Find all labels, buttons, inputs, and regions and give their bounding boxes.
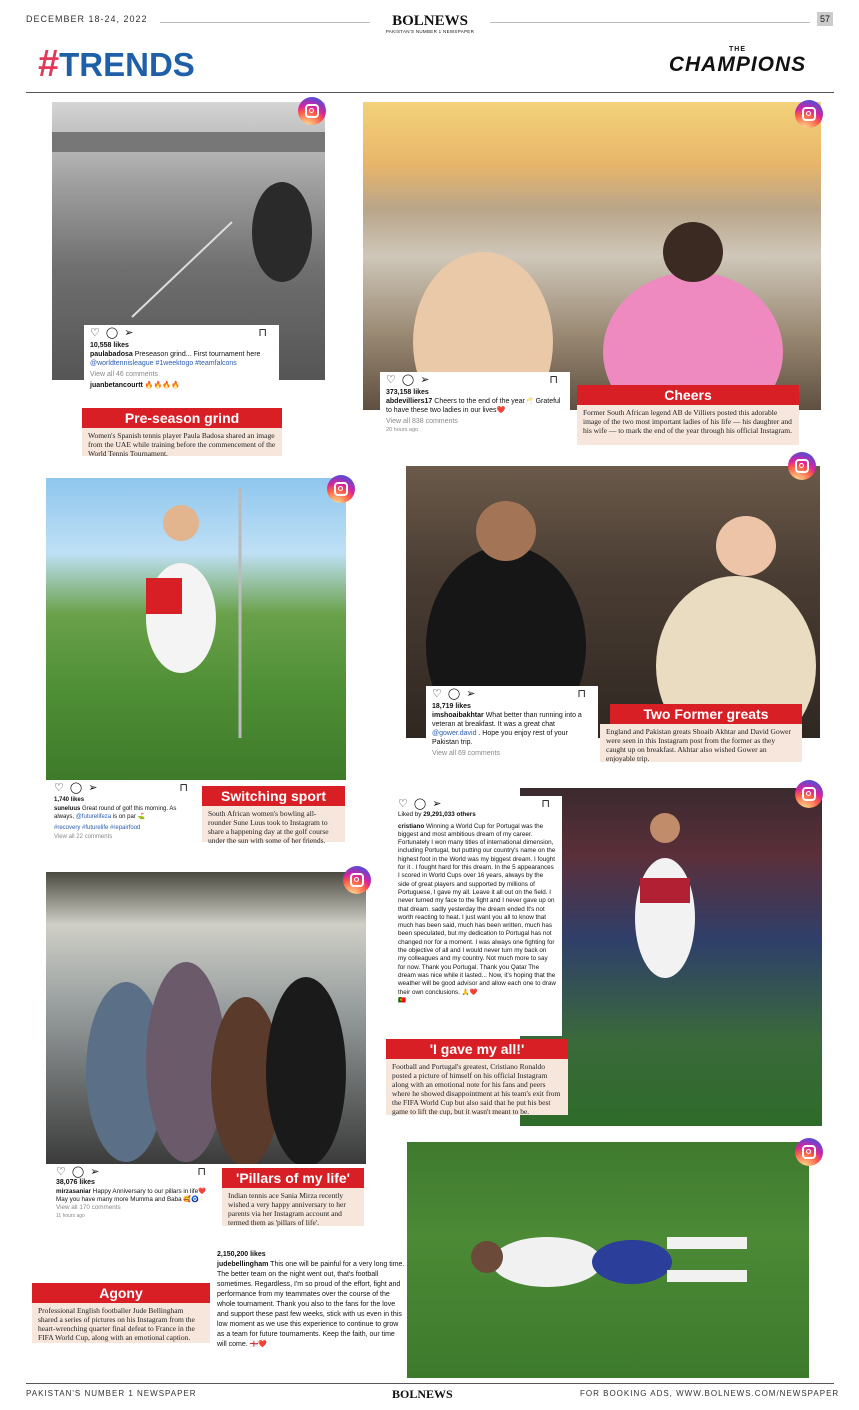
header-rule-right <box>490 22 810 23</box>
akhtar-ig-card <box>426 686 598 766</box>
bookmark-icon[interactable]: ⊓ <box>577 688 592 700</box>
caption-text: Winning a World Cup for Portugal was the biggest and most ambitious dream of my career. Fortunately I won many titles of international dimension, including Portugal, but putting our country's name on the highest foot in the World was my biggest dream. I fought for it . I fought hard for this dream. In the 5 appearances I scored in World Cups over 16 years, always by the side of great players and supported by millions of Portuguese, I gave my all. Leave it all out on the field. I never turned my face to the fight and I never gave up on that dream. sadly yesterday the dream ended It's not worth reacting to heat. I just want you all to know that much has been said, much has been written, much has been speculated, but my dedication to Portugal has not changed nor for a moment. I was always one fighting for the objective of all and I would never turn my back on my colleagues and my country. Not much more to say for now. Thank you Portugal. Thank you Qatar The dream was nice while it lasted... Now, it's hoping that the weather will be good advisor and allow each one to draw their own conclusions. 🙏❤️ <box>398 822 556 996</box>
username[interactable]: abdevilliers17 <box>386 398 433 405</box>
footer-brand: BOLNEWS <box>392 1387 453 1401</box>
post-actions <box>54 784 194 793</box>
bellingham-description: Professional English footballer Jude Bellingham shared a series of pictures on his Instagram from the heart-wrenching quarter final defeat to France in the FIFA World Cup, along with an emotional caption. <box>32 1303 210 1343</box>
devilliers-photo <box>363 102 821 410</box>
brand-tagline: PAKISTAN'S NUMBER 1 NEWSPAPER <box>385 29 475 34</box>
caption-text: What better than running into a veteran at breakfast. It was a great chat <box>432 712 582 728</box>
share-icon[interactable]: ➢ <box>90 1166 106 1178</box>
header-rule-left <box>160 22 370 23</box>
comment-icon[interactable]: ◯ <box>69 782 89 794</box>
post-actions <box>386 376 564 385</box>
username[interactable]: paulabadosa <box>90 351 133 358</box>
likes-count: 18,719 likes <box>432 703 471 710</box>
likes-count: 38,076 likes <box>56 1179 95 1187</box>
username[interactable]: imshoaibakhtar <box>432 712 484 719</box>
instagram-icon <box>327 475 355 503</box>
username[interactable]: judebellingham <box>217 1261 269 1268</box>
comment-icon[interactable]: ◯ <box>447 688 467 700</box>
instagram-icon <box>795 780 823 808</box>
brand-logo: BOLNEWS <box>392 13 468 29</box>
share-icon[interactable]: ➢ <box>88 782 104 794</box>
bellingham-photo <box>407 1142 809 1378</box>
likes-number: 29,291,033 others <box>423 811 476 819</box>
instagram-icon <box>788 452 816 480</box>
badosa-ig-card <box>84 325 279 402</box>
caption-mention[interactable]: @gower.david <box>432 730 477 737</box>
post-caption <box>398 823 556 997</box>
post-caption <box>56 1188 212 1205</box>
share-icon[interactable]: ➢ <box>420 374 436 386</box>
ronaldo-description: Football and Portugal's greatest, Cristiano Ronaldo posted a picture of himself on his official Instagram along with an emotional note for his fans and peers where he showed disappointment at his team's exit from the FIFA World Cup but also said that he put his best game to lift the cup, but it wasn't meant to be. <box>386 1059 568 1115</box>
share-icon[interactable]: ➢ <box>432 798 448 810</box>
footer-divider <box>26 1383 834 1384</box>
view-comments-link[interactable]: View all 69 comments <box>432 750 500 757</box>
devilliers-headline: Cheers <box>577 385 799 405</box>
post-caption <box>54 805 194 821</box>
post-actions <box>56 1168 212 1176</box>
caption-text-2: . Hope you enjoy rest of your Pakistan trip. <box>432 730 568 746</box>
heart-icon[interactable]: ♡ <box>398 798 414 810</box>
bookmark-icon[interactable]: ⊓ <box>541 798 556 810</box>
luus-ig-card <box>48 780 200 850</box>
likes-count: 373,158 likes <box>386 389 429 396</box>
instagram-icon <box>343 866 371 894</box>
badosa-description: Women's Spanish tennis player Paula Badosa shared an image from the UAE while training before the commencement of the World Tennis Tournament. <box>82 428 282 456</box>
view-comments-link[interactable]: View all 838 comments <box>386 418 458 425</box>
share-icon[interactable]: ➢ <box>124 327 140 339</box>
view-comments-link[interactable]: View all 46 comments <box>90 371 158 378</box>
flag-emoji: 🇵🇹 <box>398 996 406 1004</box>
caption-mention[interactable]: @futurelifeza <box>75 814 112 820</box>
comment-reply: juanbetancourtt 🔥🔥🔥🔥 <box>90 382 180 389</box>
header-divider <box>26 92 834 93</box>
akhtar-description: England and Pakistan greats Shoaib Akhtar and David Gower were seen in this Instagram post from the former as they caught up on breakfast. Akhtar also wished Gower an enjoyable trip. <box>600 724 802 762</box>
trends-hash: # <box>38 43 60 85</box>
champions-word: CHAMPIONS <box>668 53 807 76</box>
view-comments-link[interactable]: View all 22 comments <box>54 834 113 840</box>
caption-hashtags[interactable]: #recovery #futurelife #repairfood <box>54 825 141 831</box>
comment-icon[interactable]: ◯ <box>105 327 125 339</box>
likes-count <box>398 811 556 819</box>
post-caption <box>90 350 273 368</box>
page-number: 57 <box>817 12 833 26</box>
post-caption <box>217 1260 405 1350</box>
likes-count: 10,558 likes <box>90 342 129 349</box>
caption-tags[interactable]: @worldtennisleague #1weektogo #teamfalcons <box>90 360 237 367</box>
username[interactable]: cristiano <box>398 822 425 830</box>
akhtar-headline: Two Former greats <box>610 704 802 724</box>
trends-word: TRENDS <box>59 46 195 83</box>
header-brand <box>380 14 480 34</box>
bookmark-icon[interactable]: ⊓ <box>549 374 564 386</box>
heart-icon[interactable]: ♡ <box>432 688 448 700</box>
mirza-description: Indian tennis ace Sania Mirza recently wished a very happy anniversary to her parents via her Instagram account and termed them as 'pillars of life'. <box>222 1188 364 1226</box>
comment-icon[interactable]: ◯ <box>71 1166 91 1178</box>
mirza-headline: 'Pillars of my life' <box>222 1168 364 1188</box>
bellingham-post-text <box>217 1250 405 1350</box>
bookmark-icon[interactable]: ⊓ <box>197 1166 212 1178</box>
luus-description: South African women's bowling all-rounder Sune Luus took to Instagram to share a happening day at the golf course under the sun with some of her friends. <box>202 806 345 842</box>
heart-icon[interactable]: ♡ <box>90 327 106 339</box>
view-comments-link[interactable]: View all 170 comments <box>56 1204 121 1212</box>
bookmark-icon[interactable]: ⊓ <box>179 782 194 794</box>
instagram-icon <box>298 97 326 125</box>
heart-icon[interactable]: ♡ <box>54 782 70 794</box>
ronaldo-ig-card <box>392 796 562 1036</box>
post-actions <box>398 800 556 808</box>
badosa-headline: Pre-season grind <box>82 408 282 428</box>
comment-icon[interactable]: ◯ <box>413 798 433 810</box>
mirza-photo <box>46 872 366 1164</box>
heart-icon[interactable]: ♡ <box>56 1166 72 1178</box>
likes-prefix: Liked by <box>398 811 424 819</box>
post-actions <box>432 690 592 699</box>
post-time: 11 hours ago <box>56 1213 85 1220</box>
comment-icon[interactable]: ◯ <box>401 374 421 386</box>
username[interactable]: sunelu​us <box>54 806 81 812</box>
instagram-icon <box>795 1138 823 1166</box>
likes-count: 2,150,200 likes <box>217 1251 266 1258</box>
mirza-ig-card <box>50 1164 218 1234</box>
footer-tagline: PAKISTAN'S NUMBER 1 NEWSPAPER <box>26 1389 197 1398</box>
heart-icon[interactable]: ♡ <box>386 374 402 386</box>
issue-date: DECEMBER 18-24, 2022 <box>26 14 148 24</box>
caption-text: Great round of golf this morning. As always, <box>54 806 177 820</box>
luus-photo <box>46 478 346 780</box>
caption-text: Preseason grind... First tournament here <box>132 351 261 358</box>
likes-count: 1,740 likes <box>54 797 85 803</box>
devilliers-description: Former South African legend AB de Villiers posted this adorable image of the two most important ladies of his life — his daughter and his wife — to mark the end of the year through his official Instagram. <box>577 405 799 445</box>
username[interactable]: mirzasaniar <box>56 1187 92 1195</box>
luus-headline: Switching sport <box>202 786 345 806</box>
post-caption <box>386 397 564 415</box>
champions-small: THE <box>729 46 746 53</box>
caption-text-2: is on par ⛳ <box>111 814 145 820</box>
post-actions <box>90 329 273 338</box>
caption-text: Happy Anniversary to our pillars in life❤️ May you have many more Mumma and Baba 🥰🧿 <box>56 1187 206 1203</box>
caption-text: This one will be painful for a very long time. The better team on the night went out, that's football sometimes. Regardless, I'm so proud of the effort, fight and performance from my teammates over the course of the whole tournament. Thank you also to the fans for the love and support these past few weeks, stick with us even in this low moment as we use this experience to continue to grow as a team for future tournaments. Keep the faith, our time will come. 🏴󠁧󠁢󠁥󠁮󠁧󠁿❤️ <box>217 1261 405 1348</box>
caption-text: Cheers to the end of the year🥂 Grateful to have these two ladies in our lives❤️ <box>386 398 561 414</box>
share-icon[interactable]: ➢ <box>466 688 482 700</box>
bookmark-icon[interactable]: ⊓ <box>258 327 273 339</box>
post-caption <box>432 711 592 747</box>
devilliers-ig-card <box>380 372 570 450</box>
post-time: 20 hours ago <box>386 427 419 433</box>
bellingham-headline: Agony <box>32 1283 210 1303</box>
instagram-icon <box>795 100 823 128</box>
footer-booking-link[interactable]: FOR BOOKING ADS, WWW.BOLNEWS.COM/NEWSPAPER <box>580 1389 840 1398</box>
trends-title <box>38 44 195 85</box>
ronaldo-headline: 'I gave my all!' <box>386 1039 568 1059</box>
champions-title <box>640 46 835 76</box>
